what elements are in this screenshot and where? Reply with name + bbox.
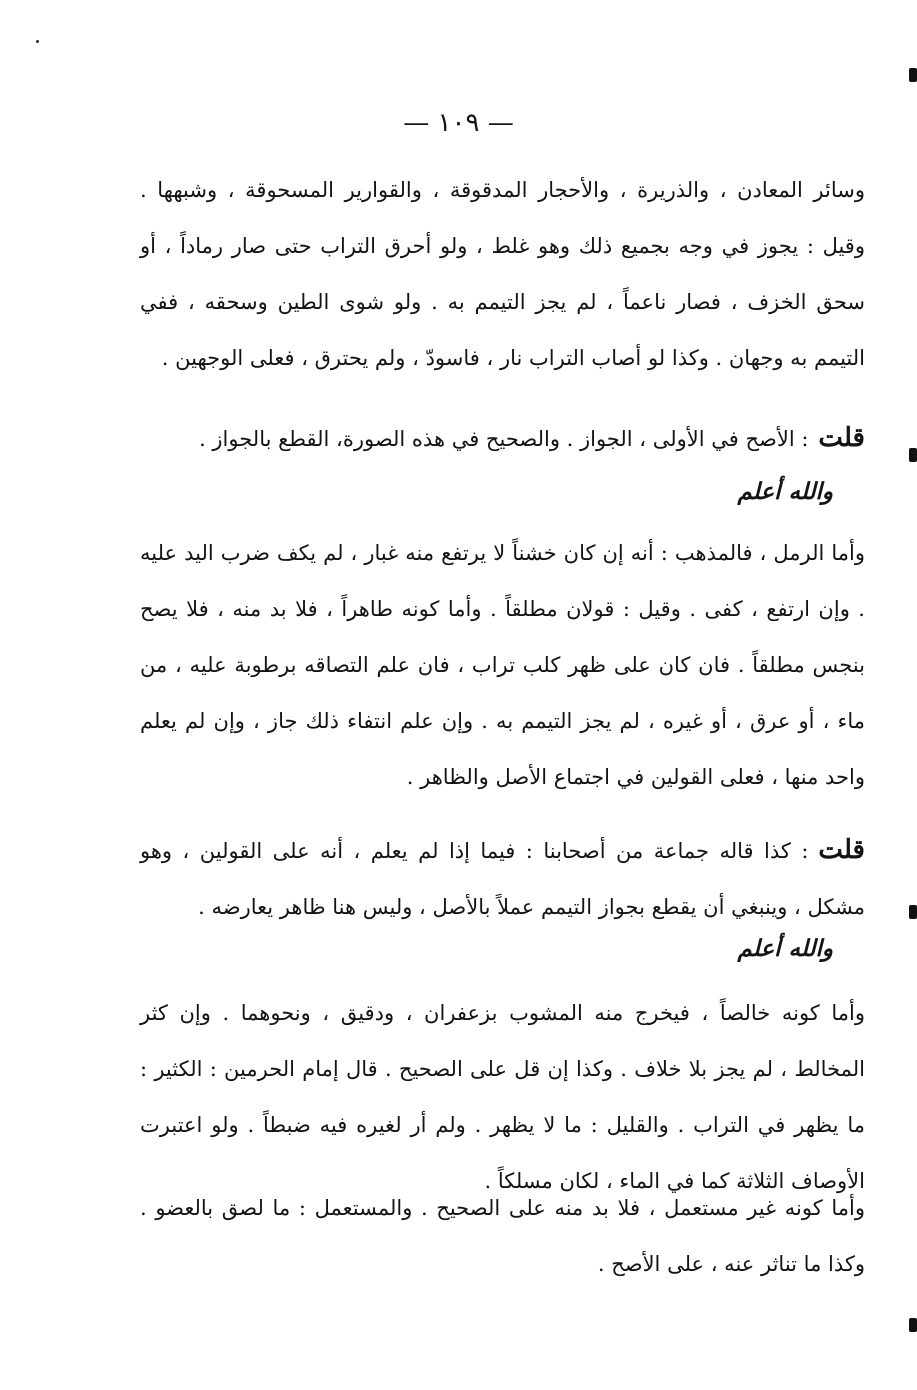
note-paragraph: [140, 410, 865, 467]
note-qult-1: [140, 410, 865, 467]
note-text: : كذا قاله جماعة من أصحابنا : فيما إذا لم يعلم ، أنه على القولين ، وهو مشكل ، وينبغي أن يقطع بجواز التيمم عملاً بالأصل ، وليس هنا ظاهر يعارضه .: [140, 839, 865, 919]
page-number: — ١٠٩ —: [403, 108, 514, 138]
margin-mark: [909, 1318, 917, 1332]
paragraph-minerals: [140, 162, 865, 386]
paragraph-used: [140, 1180, 865, 1292]
margin-mark: [909, 905, 917, 919]
note-qult-2: [140, 822, 865, 935]
margin-mark: [909, 448, 917, 462]
qult-label: قلت: [818, 423, 865, 453]
qult-label: قلت: [818, 835, 865, 865]
paragraph-text: وأما كونه غير مستعمل ، فلا بد منه على الصحيح . والمستعمل : ما لصق بالعضو . وكذا ما تناثر عنه ، على الأصح .: [140, 1196, 865, 1276]
closing-formula: والله أعلم: [737, 478, 833, 505]
paragraph-sand: [140, 525, 865, 805]
closing-formula: والله أعلم: [737, 935, 833, 962]
speck-mark: [36, 40, 39, 43]
paragraph-purity: [140, 985, 865, 1209]
margin-mark: [909, 68, 917, 82]
paragraph-text: وأما كونه خالصاً ، فيخرج منه المشوب بزعفران ، ودقيق ، ونحوهما . وإن كثر المخالط ، لم يجز بلا خلاف . وكذا إن قل على الصحيح . قال إمام الحرمين : الكثير : ما يظهر في التراب . والقليل : ما لا يظهر . ولم أر لغيره فيه ضبطاً . ولو اعتبرت الأوصاف الثلاثة كما في الماء ، لكان مسلكاً .: [140, 1001, 865, 1193]
paragraph-text: وسائر المعادن ، والذريرة ، والأحجار المدقوقة ، والقوارير المسحوقة ، وشبهها . وقيل : يجوز في وجه بجميع ذلك وهو غلط ، ولو أحرق التراب حتى صار رماداً ، أو سحق الخزف ، فصار ناعماً ، لم يجز التيمم به . ولو شوى الطين وسحقه ، ففي التيمم به وجهان . وكذا لو أصاب التراب نار ، فاسودّ ، ولم يحترق ، فعلى الوجهين .: [140, 178, 865, 370]
note-text: : الأصح في الأولى ، الجواز . والصحيح في هذه الصورة، القطع بالجواز .: [199, 427, 809, 451]
paragraph-text: وأما الرمل ، فالمذهب : أنه إن كان خشناً لا يرتفع منه غبار ، لم يكف ضرب اليد عليه . وإن ارتفع ، كفى . وقيل : قولان مطلقاً . وأما كونه طاهراً ، فلا بد منه ، فلا يصح بنجس مطلقاً . فان كان على ظهر كلب تراب ، فان علم التصاقه برطوبة عليه ، من ماء ، أو عرق ، أو غيره ، لم يجز التيمم به . وإن علم انتفاء ذلك جاز ، وإن لم يعلم واحد منها ، فعلى القولين في اجتماع الأصل والظاهر .: [140, 541, 865, 789]
note-paragraph: [140, 822, 865, 935]
